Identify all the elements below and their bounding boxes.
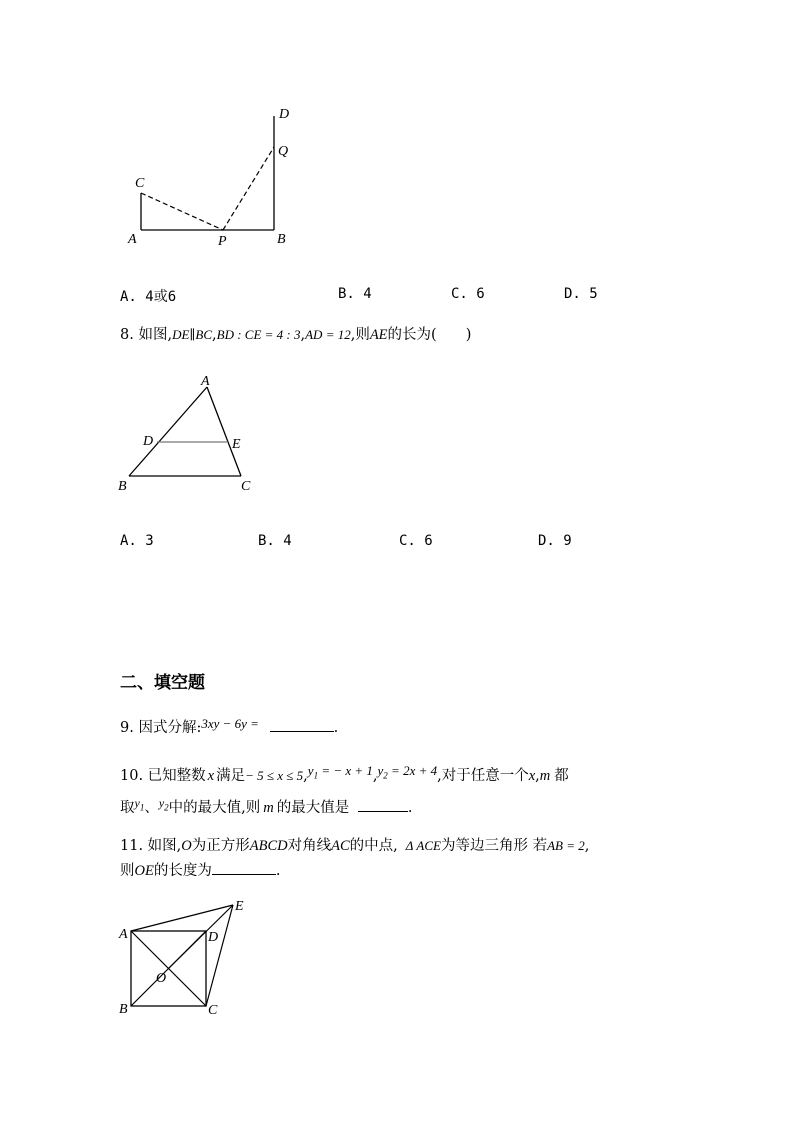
- q10-var-m2: m: [263, 800, 274, 816]
- q11-segment-oe: OE: [134, 863, 154, 879]
- q11-square-abcd: ABCD: [249, 838, 288, 854]
- segment-ae: [131, 905, 233, 931]
- q9-prefix: 9. 因式分解:: [120, 720, 202, 736]
- q8-mid: ,则: [350, 327, 370, 343]
- q8-figure: [115, 370, 265, 500]
- q11-triangle-ace: Δ ACE: [405, 838, 441, 853]
- label-d: D: [143, 434, 154, 449]
- label-e: E: [235, 899, 244, 914]
- q10-y1-ref: y1: [134, 796, 145, 813]
- label-b: B: [119, 1002, 128, 1017]
- q9-expression: 3xy − 6y =: [201, 716, 259, 731]
- label-q: Q: [278, 144, 289, 159]
- q7-figure: [115, 100, 315, 255]
- q8-prefix: 8. 如图,: [120, 327, 173, 343]
- label-o: O: [156, 971, 167, 986]
- label-d: D: [208, 930, 219, 945]
- label-b: B: [277, 232, 286, 247]
- label-a: A: [201, 374, 210, 389]
- q8-target: AE: [369, 327, 388, 343]
- q8-suffix: 的长为( ): [387, 327, 472, 343]
- q11-answer-blank[interactable]: [212, 862, 276, 875]
- q9-answer-blank[interactable]: [270, 719, 334, 732]
- segment-cp: [141, 193, 223, 230]
- q11-line2: 则OE的长度为 .: [120, 863, 281, 879]
- q10-line2: 取$^{y_1}$、$^{y_2}$中的最大值,则 m 的最大值是 .: [120, 796, 413, 816]
- q8-option-b: B. 4: [258, 533, 292, 549]
- q8-question: 8. 如图,DE∥BC,BD : CE = 4 : 3,AD = 12,则AE的长为( ): [120, 327, 472, 343]
- segment-ac: [207, 387, 241, 476]
- q10-var-x: x: [207, 768, 215, 784]
- q11-diagonal-ac: AC: [331, 838, 350, 854]
- q10-y1: $y_1$ = − x + 1: [307, 763, 373, 781]
- q11-line1: 11. 如图,O为正方形ABCD对角线AC的中点, Δ ACE为等边三角形 若AB = 2,: [120, 838, 590, 854]
- q7-option-a: A. 4或6: [120, 289, 177, 305]
- q10-y2: $y_2 = 2x + 4$: [377, 763, 438, 781]
- q8-option-c: C. 6: [399, 533, 433, 549]
- q11-ab-value: AB = 2: [547, 838, 585, 853]
- q8-cond-ad: AD = 12: [305, 327, 351, 342]
- segment-ce: [206, 905, 233, 1006]
- segment-oe: [169, 905, 234, 969]
- label-c: C: [241, 479, 251, 494]
- q10-line1: 10. 已知整数 x 满足− $5 \le x \le 5,y_1$ = − $x + 1,y_2 = 2x + 4$,对于任意一个x,m 都: [120, 763, 569, 784]
- q11-figure: [115, 895, 255, 1020]
- q7-option-d: D. 5: [564, 286, 598, 302]
- label-a: A: [128, 232, 137, 247]
- q10-var-x2: x: [528, 768, 536, 784]
- q8-cond-parallel: DE∥BC: [172, 327, 213, 342]
- label-c: C: [208, 1003, 218, 1018]
- label-c: C: [135, 176, 145, 191]
- label-b: B: [118, 479, 127, 494]
- q7-option-b: B. 4: [338, 286, 372, 302]
- q10-answer-blank[interactable]: [358, 799, 408, 812]
- q8-cond-ratio: BD : CE = 4 : 3: [216, 327, 301, 342]
- q7-option-c: C. 6: [451, 286, 485, 302]
- segment-ab: [129, 387, 207, 476]
- q8-option-d: D. 9: [538, 533, 572, 549]
- label-p: P: [218, 234, 227, 249]
- section-heading: 二、填空题: [120, 673, 205, 693]
- label-d: D: [279, 107, 290, 122]
- segment-pq: [223, 147, 274, 230]
- label-a: A: [119, 927, 128, 942]
- label-e: E: [232, 437, 241, 452]
- q8-option-a: A. 3: [120, 533, 154, 549]
- q10-range: − 5 ≤ x ≤ 5: [245, 768, 304, 783]
- q10-var-m: m: [539, 768, 551, 784]
- q11-point-o: O: [181, 838, 192, 854]
- q10-y2-ref: y2: [158, 796, 169, 813]
- q9-question: 9. 因式分解:3xy − 6y = .: [120, 716, 339, 736]
